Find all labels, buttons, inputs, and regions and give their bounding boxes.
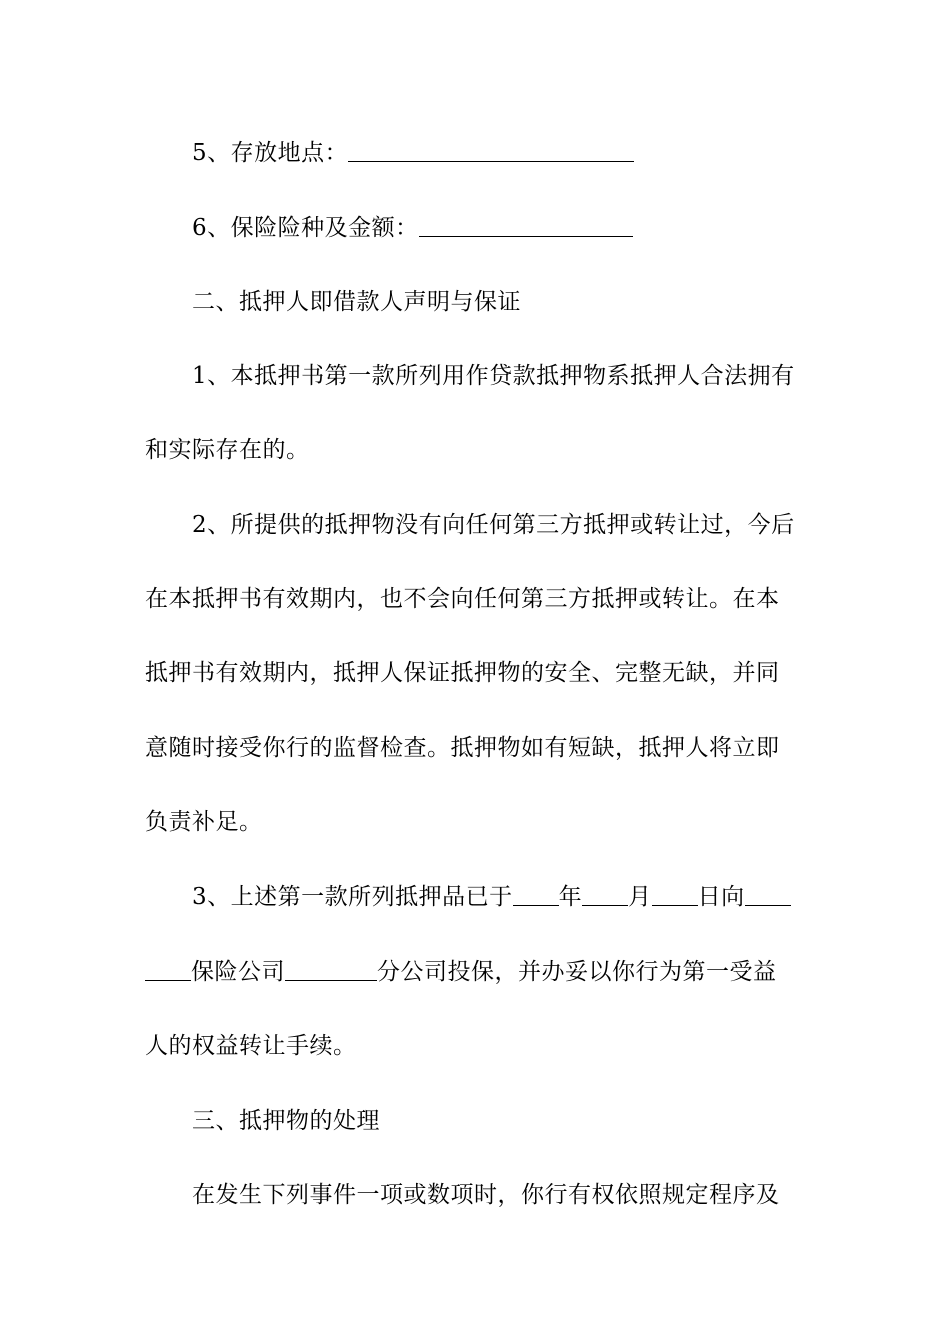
paragraph-2-line-2: 在本抵押书有效期内，也不会向任何第三方抵押或转让。在本 (145, 586, 780, 612)
paragraph-1-line-1: 1、本抵押书第一款所列用作贷款抵押物系抵押人合法拥有 (192, 363, 795, 389)
paragraph-3-line-1 (192, 877, 812, 917)
section-2-title: 二、抵押人即借款人声明与保证 (192, 289, 521, 315)
branch-blank (285, 956, 377, 981)
insurer-blank-b (145, 956, 191, 981)
paragraph-2-line-1: 2、所提供的抵押物没有向任何第三方抵押或转让过，今后 (192, 512, 795, 538)
insurer-blank-a (745, 881, 791, 906)
p3-text-1: 3、上述第一款所列抵押品已于 (192, 884, 513, 910)
day-label: 日向 (697, 884, 745, 910)
storage-location-blank (348, 137, 634, 162)
paragraph-2-line-5: 负责补足。 (145, 809, 263, 835)
insurance-label: 6、保险险种及金额： (192, 215, 419, 241)
insurance-blank (419, 212, 633, 237)
storage-location-label: 5、存放地点： (192, 140, 349, 166)
paragraph-2-line-3: 抵押书有效期内，抵押人保证抵押物的安全、完整无缺，并同 (145, 660, 780, 686)
paragraph-4-line-1: 在发生下列事件一项或数项时，你行有权依照规定程序及 (192, 1182, 780, 1208)
storage-location-line (192, 133, 812, 173)
year-label: 年 (558, 884, 583, 910)
year-blank (513, 881, 559, 906)
month-blank (582, 881, 628, 906)
p3-branch-text: 分公司投保，并办妥以你行为第一受益 (377, 959, 777, 985)
paragraph-1-line-2: 和实际存在的。 (145, 437, 310, 463)
section-3-title: 三、抵押物的处理 (192, 1108, 380, 1134)
insurance-line (192, 208, 812, 248)
month-label: 月 (628, 884, 652, 910)
p3-insurer-label: 保险公司 (191, 959, 285, 985)
paragraph-3-line-3: 人的权益转让手续。 (145, 1033, 357, 1059)
day-blank (652, 881, 698, 906)
paragraph-2-line-4: 意随时接受你行的监督检查。抵押物如有短缺，抵押人将立即 (145, 735, 780, 761)
paragraph-3-line-2 (145, 952, 810, 992)
